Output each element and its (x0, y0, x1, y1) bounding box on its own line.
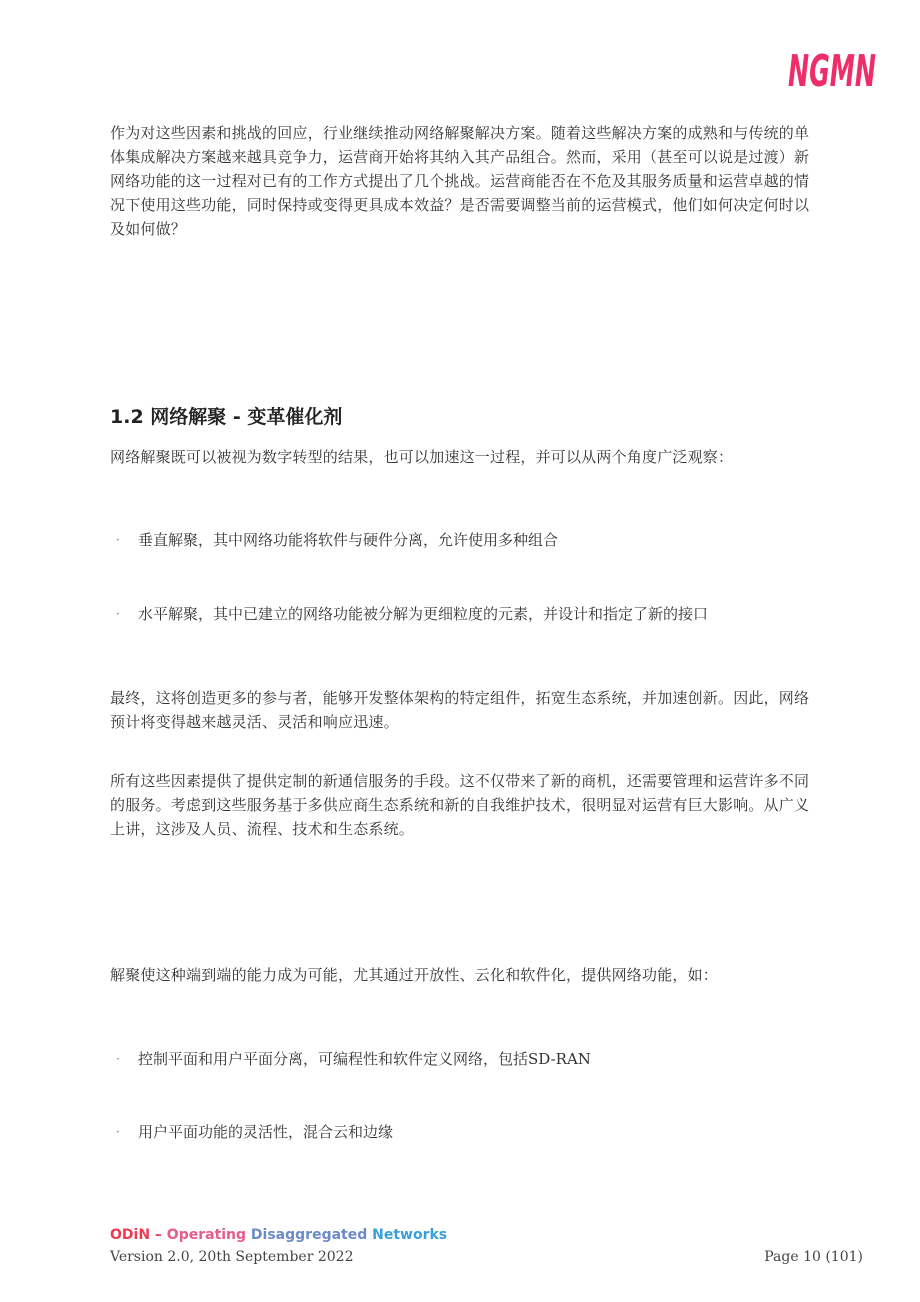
bullet-icon: · (116, 533, 120, 547)
list-item-text: 垂直解聚，其中网络功能将软件与硬件分离，允许使用多种组合 (138, 531, 559, 549)
footer-title (110, 1227, 447, 1243)
list-item-text: 用户平面功能的灵活性，混合云和边缘 (138, 1123, 394, 1141)
factors-paragraph: 所有这些因素提供了提供定制的新通信服务的手段。这不仅带来了新的商机，还需要管理和运营许多不同的服务。考虑到这些服务基于多供应商生态系统和新的自我维护技术，很明显对运营有巨大影响。从广义上讲，这涉及人员、流程、技术和生态系统。 (110, 772, 810, 838)
list-item (116, 1120, 393, 1144)
list-item-text: 控制平面和用户平面分离，可编程性和软件定义网络，包括SD-RAN (138, 1050, 591, 1068)
page-number: Page 10 (101) (764, 1249, 863, 1265)
footer-word-operating: Operating (166, 1227, 247, 1243)
disaggregation-paragraph: 解聚使这种端到端的能力成为可能，尤其通过开放性、云化和软件化，提供网络功能，如： (110, 966, 719, 984)
section-intro-paragraph: 网络解聚既可以被视为数字转型的结果，也可以加速这一过程，并可以从两个角度广泛观察： (110, 448, 734, 466)
bullet-icon: · (116, 1052, 120, 1066)
logo-text: NGMN (788, 46, 876, 94)
section-heading: 1.2 网络解聚 - 变革催化剂 (110, 406, 343, 428)
footer-version: Version 2.0, 20th September 2022 (110, 1249, 354, 1265)
list-item (116, 1047, 591, 1071)
list-item-text: 水平解聚，其中已建立的网络功能被分解为更细粒度的元素，并设计和指定了新的接口 (138, 605, 709, 623)
ultimately-paragraph: 最终，这将创造更多的参与者，能够开发整体架构的特定组件，拓宽生态系统，并加速创新。因此，网络预计将变得越来越灵活、灵活和响应迅速。 (110, 689, 810, 731)
list-item (116, 602, 708, 626)
footer-word-networks: Networks (367, 1227, 448, 1243)
footer-odin: ODiN (110, 1227, 151, 1243)
bullet-icon: · (116, 1125, 120, 1139)
intro-paragraph: 作为对这些因素和挑战的回应，行业继续推动网络解聚解决方案。随着这些解决方案的成熟和与传统的单体集成解决方案越来越具竞争力，运营商开始将其纳入其产品组合。然而，采用（甚至可以说是过渡）新网络功能的这一过程对已有的工作方式提出了几个挑战。运营商能否在不危及其服务质量和运营卓越的情况下使用这些功能，同时保持或变得更具成本效益？是否需要调整当前的运营模式，他们如何决定何时以及如何做？ (110, 124, 810, 238)
list-item (116, 528, 558, 552)
footer-word-disaggregated: Disaggregated (246, 1227, 368, 1243)
footer-dash: – (150, 1227, 167, 1243)
ngmn-logo (786, 40, 878, 94)
bullet-icon: · (116, 607, 120, 621)
